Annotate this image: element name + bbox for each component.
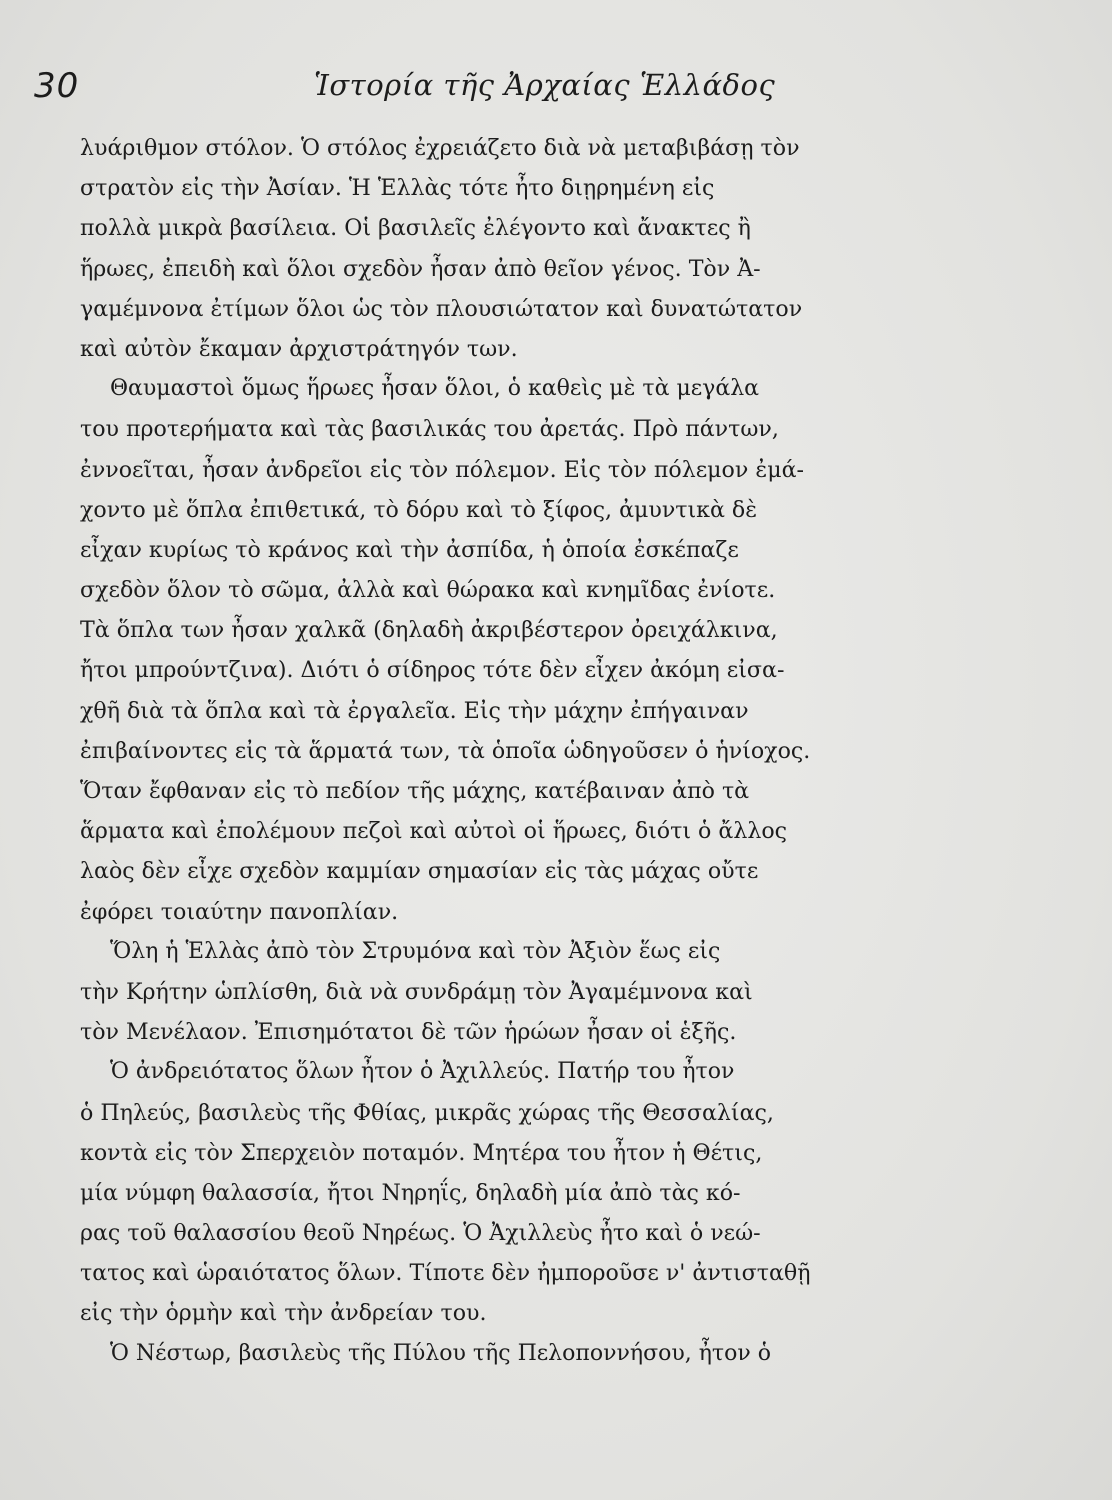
text-line: σχεδὸν ὅλον τὸ σῶμα, ἀλλὰ καὶ θώρακα καὶ κνημῖδας ἐνίοτε. bbox=[80, 577, 776, 604]
text-line: Ὅλη ἡ Ἑλλὰς ἀπὸ τὸν Στρυμόνα καὶ τὸν Ἀξιὸν ἕως εἰς bbox=[110, 938, 721, 964]
text-line: μία νύμφη θαλασσία, ἤτοι Νηρηΐς, δηλαδὴ μία ἀπὸ τὰς κό- bbox=[80, 1179, 741, 1206]
text-line: λυάριθμον στόλον. Ὁ στόλος ἐχρειάζετο διὰ νὰ μεταβιβάσῃ τὸν bbox=[80, 135, 800, 161]
running-title: Ἱστορία τῆς Ἀρχαίας Ἑλλάδος bbox=[314, 68, 776, 102]
text-line: ἅρματα καὶ ἐπολέμουν πεζοὶ καὶ αὐτοὶ οἱ ἥρωες, διότι ὁ ἄλλος bbox=[80, 818, 788, 845]
text-line: ἐπιβαίνοντες εἰς τὰ ἅρματά των, τὰ ὁποῖα ὡδηγοῦσεν ὁ ἡνίοχος. bbox=[80, 737, 811, 764]
text-line: ἤτοι μπρούντζινα). Διότι ὁ σίδηρος τότε δὲν εἶχεν ἀκόμη εἰσα- bbox=[80, 657, 785, 684]
text-line: Θαυμαστοὶ ὅμως ἥρωες ἦσαν ὅλοι, ὁ καθεὶς μὲ τὰ μεγάλα bbox=[110, 376, 760, 402]
text-line: πολλὰ μικρὰ βασίλεια. Οἱ βασιλεῖς ἐλέγοντο καὶ ἄνακτες ἢ bbox=[80, 215, 751, 242]
text-line: Τὰ ὅπλα των ἦσαν χαλκᾶ (δηλαδὴ ἀκριβέστερον ὀρειχάλκινα, bbox=[80, 617, 778, 644]
text-line: γαμέμνονα ἐτίμων ὅλοι ὡς τὸν πλουσιώτατον καὶ δυνατώτατον bbox=[80, 295, 803, 322]
text-line: τὴν Κρήτην ὡπλίσθη, διὰ νὰ συνδράμῃ τὸν Ἀγαμέμνονα καὶ bbox=[80, 978, 753, 1005]
text-line: Ὅταν ἔφθαναν εἰς τὸ πεδίον τῆς μάχης, κατέβαιναν ἀπὸ τὰ bbox=[80, 778, 750, 804]
text-line: ἥρωες, ἐπειδὴ καὶ ὅλοι σχεδὸν ἦσαν ἀπὸ θεῖον γένος. Τὸν Ἀ- bbox=[80, 255, 761, 282]
text-line: Ὁ ἀνδρειότατος ὅλων ἦτον ὁ Ἀχιλλεύς. Πατήρ του ἦτον bbox=[110, 1059, 735, 1085]
text-line: ρας τοῦ θαλασσίου θεοῦ Νηρέως. Ὁ Ἀχιλλεὺς ἦτο καὶ ὁ νεώ- bbox=[80, 1220, 761, 1247]
page-header bbox=[34, 66, 1034, 114]
text-line: ἐννοεῖται, ἦσαν ἀνδρεῖοι εἰς τὸν πόλεμον. Εἰς τὸν πόλεμον ἐμά- bbox=[80, 456, 804, 483]
text-line: Ὁ Νέστωρ, βασιλεὺς τῆς Πύλου τῆς Πελοποννήσου, ἦτον ὁ bbox=[110, 1340, 771, 1366]
text-line: του προτερήματα καὶ τὰς βασιλικάς του ἀρετάς. Πρὸ πάντων, bbox=[80, 416, 779, 443]
text-line: στρατὸν εἰς τὴν Ἀσίαν. Ἡ Ἑλλὰς τότε ἦτο διῃρημένη εἰς bbox=[80, 175, 715, 202]
page-number: 30 bbox=[34, 66, 80, 106]
text-line: χοντο μὲ ὅπλα ἐπιθετικά, τὸ δόρυ καὶ τὸ ξίφος, ἀμυντικὰ δὲ bbox=[80, 496, 758, 523]
text-line: εἶχαν κυρίως τὸ κράνος καὶ τὴν ἀσπίδα, ἡ ὁποία ἐσκέπαζε bbox=[80, 536, 739, 563]
text-line: καὶ αὐτὸν ἔκαμαν ἀρχιστράτηγόν των. bbox=[80, 335, 518, 362]
text-line: κοντὰ εἰς τὸν Σπερχειὸν ποταμόν. Μητέρα του ἦτον ἡ Θέτις, bbox=[80, 1139, 763, 1166]
text-line: χθῆ διὰ τὰ ὅπλα καὶ τὰ ἐργαλεῖα. Εἰς τὴν μάχην ἐπήγαιναν bbox=[80, 697, 749, 724]
text-line: τατος καὶ ὡραιότατος ὅλων. Τίποτε δὲν ἠμποροῦσε ν' ἀντισταθῇ bbox=[80, 1260, 811, 1287]
text-line: τὸν Μενέλαον. Ἐπισημότατοι δὲ τῶν ἡρώων ἦσαν οἱ ἑξῆς. bbox=[80, 1019, 737, 1046]
text-line: εἰς τὴν ὁρμὴν καὶ τὴν ἀνδρείαν του. bbox=[80, 1300, 487, 1327]
text-line: ὁ Πηλεύς, βασιλεὺς τῆς Φθίας, μικρᾶς χώρας τῆς Θεσσαλίας, bbox=[80, 1099, 774, 1126]
text-line: λαὸς δὲν εἶχε σχεδὸν καμμίαν σημασίαν εἰς τὰς μάχας οὔτε bbox=[80, 858, 759, 885]
body-text bbox=[80, 128, 1080, 1374]
text-line: ἐφόρει τοιαύτην πανοπλίαν. bbox=[80, 898, 399, 925]
